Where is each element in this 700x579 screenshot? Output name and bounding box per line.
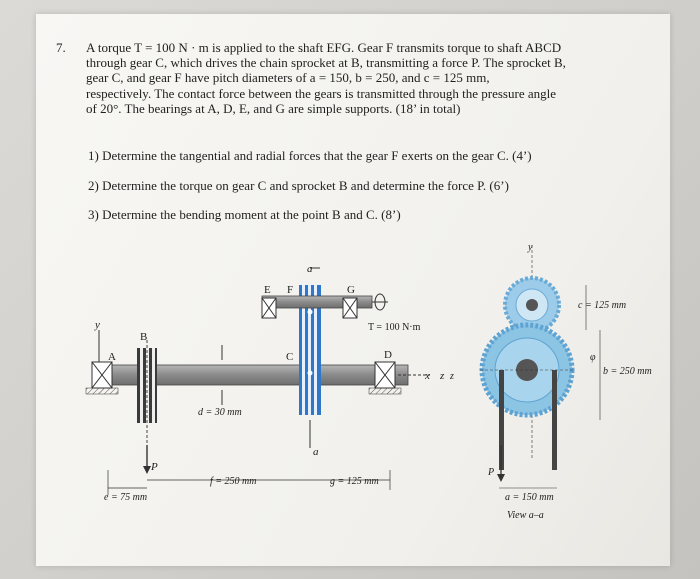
label-a-top: a [307,263,313,275]
torque-arrow-icon [372,294,388,310]
phi-label: φ [590,352,596,363]
question-1: 1) Determine the tangential and radial forces that the gear F exerts on the gear C. (4’) [88,148,532,163]
bearing-g [343,298,357,318]
problem-line-4: respectively. The contact force between the gears is transmitted through the pressure angle [86,85,556,101]
problem-line-2: through gear C, which drives the chain sprocket at B, transmitting a force P. The sprocket B, [86,55,566,71]
view-a-a [449,242,652,521]
label-c: C [286,351,294,363]
label-b: B [140,331,148,343]
view-caption: View a–a [507,510,544,521]
problem-line-5: of 20°. The bearings at A, D, E, and G are simple supports. (18’ in total) [86,100,461,116]
label-e: E [264,284,271,296]
label-shaft-a: A [108,351,116,363]
label-y: y [95,319,100,331]
dim-e: e = 75 mm [104,492,148,503]
dim-g: g = 125 mm [330,476,379,487]
label-y-view: y [528,242,533,253]
torque-label: T = 100 N·m [368,322,421,333]
question-3: 3) Determine the bending moment at the point B and C. (8’) [88,207,401,222]
bearing-e [262,298,276,318]
label-p: P [151,461,158,473]
chain-right [552,370,557,470]
dim-d: d = 30 mm [198,407,242,418]
label-z: z [440,370,445,382]
label-d: D [384,349,392,361]
problem-line-1: A torque T = 100 N · m is applied to the shaft EFG. Gear F transmits torque to shaft ABCD [86,40,562,55]
problem-number: 7. [56,40,66,55]
dim-a: a = 150 mm [505,492,554,503]
isometric-view [86,263,445,503]
question-2: 2) Determine the torque on gear C and sprocket B and determine the force P. (6’) [88,178,509,193]
dim-f: f = 250 mm [210,476,257,487]
label-g: G [347,284,355,296]
label-z-view: z [450,371,454,382]
label-f: F [287,284,294,296]
label-p-view: P [488,467,495,478]
label-x: x [425,370,430,382]
dim-c: c = 125 mm [578,300,627,311]
problem-line-3: gear C, and gear F have pitch diameters of a = 150, b = 250, and c = 125 mm, [86,70,490,86]
dim-b: b = 250 mm [603,366,652,377]
label-a-bottom: a [313,446,319,458]
